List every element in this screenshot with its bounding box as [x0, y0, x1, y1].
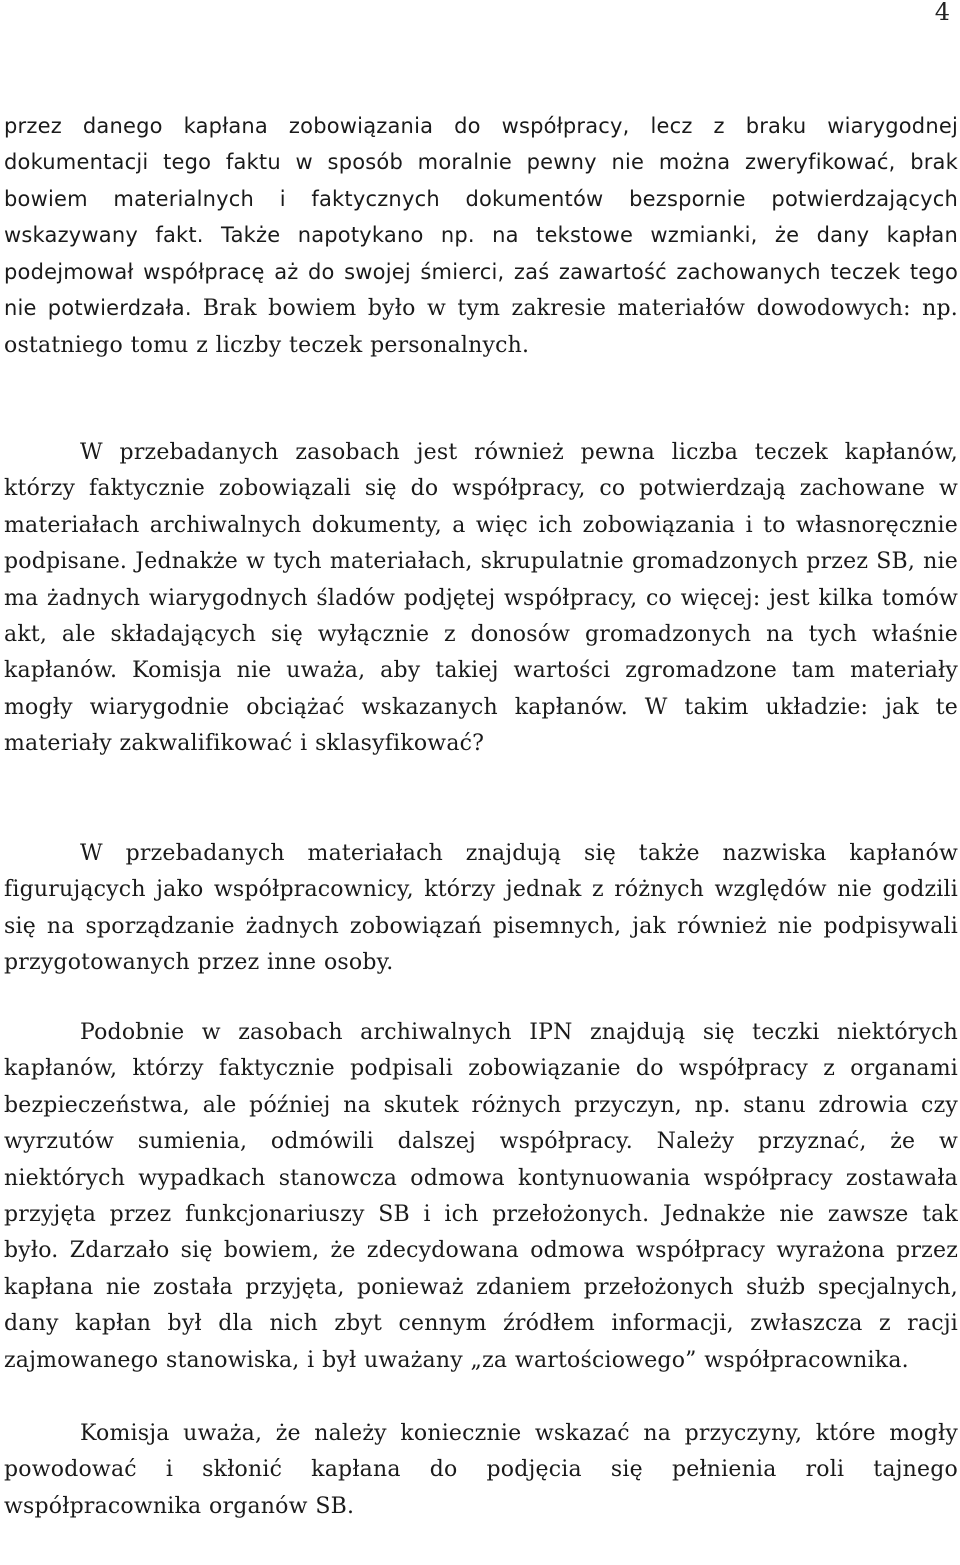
paragraph-2 — [4, 435, 958, 763]
paragraph-5 — [4, 1416, 958, 1525]
paragraph-2-text: W przebadanych zasobach jest również pewna liczba teczek kapłanów, którzy faktycznie zobowiązali się do współpracy, co potwierdzają zachowane w materiałach archiwalnych dokumenty, a więc ich zobowiązania i to własnoręcznie podpisane. Jednakże w tych materiałach, skrupulatnie gromadzonych przez SB, nie ma żadnych wiarygodnych śladów podjętej współpracy, co więcej: jest kilka tomów akt, ale składających się wyłącznie z donosów gromadzonych na tych właśnie kapłanów. Komisja nie uważa, aby takiej wartości zgromadzone tam materiały mogły wiarygodnie obciążać wskazanych kapłanów. W takim układzie: jak te materiały zakwalifikować i sklasyfikować? — [4, 440, 958, 757]
paragraph-4-text: Podobnie w zasobach archiwalnych IPN znajdują się teczki niektórych kapłanów, którzy faktycznie podpisali zobowiązanie do współpracy z organami bezpieczeństwa, ale później na skutek różnych przyczyn, np. stanu zdrowia czy wyrzutów sumienia, odmówili dalszej współpracy. Należy przyznać, że w niektórych wypadkach stanowcza odmowa kontynuowania współpracy zostawała przyjęta przez funkcjonariuszy SB i ich przełożonych. Jednakże nie zawsze tak było. Zdarzało się bowiem, że zdecydowana odmowa współpracy wyrażona przez kapłana nie została przyjęta, ponieważ zdaniem przełożonych służb specjalnych, dany kapłan był dla nich zbyt cennym źródłem informacji, zwłaszcza z racji zajmowanego stanowiska, i był uważany „za wartościowego” współpracownika. — [4, 1020, 958, 1373]
paragraph-5-text: Komisja uważa, że należy koniecznie wskazać na przyczyny, które mogły powodować i skłonić kapłana do podjęcia się pełnienia roli tajnego współpracownika organów SB. — [4, 1421, 958, 1519]
paragraph-1-serif-text: Brak bowiem było w tym zakresie materiałów dowodowych: np. ostatniego tomu z liczby teczek personalnych. — [4, 296, 958, 359]
page-number: 4 — [934, 0, 950, 26]
paragraph-1-sans-text: przez danego kapłana zobowiązania do współpracy, lecz z braku wiarygodnej dokumentacji tego faktu w sposób moralnie pewny nie można zweryfikować, brak bowiem materialnych i faktycznych dokumentów bezspornie potwierdzających wskazywany fakt. Także napotykano np. na tekstowe wzmianki, że dany kapłan podejmował współpracę aż do swojej śmierci, zaś zawartość zachowanych teczek tego nie potwierdzała. — [4, 114, 958, 321]
paragraph-3 — [4, 836, 958, 982]
paragraph-1 — [4, 108, 958, 365]
paragraph-4 — [4, 1015, 958, 1379]
paragraph-3-text: W przebadanych materiałach znajdują się także nazwiska kapłanów figurujących jako współpracownicy, którzy jednak z różnych względów nie godzili się na sporządzanie żadnych zobowiązań pisemnych, jak również nie podpisywali przygotowanych przez inne osoby. — [4, 841, 958, 976]
